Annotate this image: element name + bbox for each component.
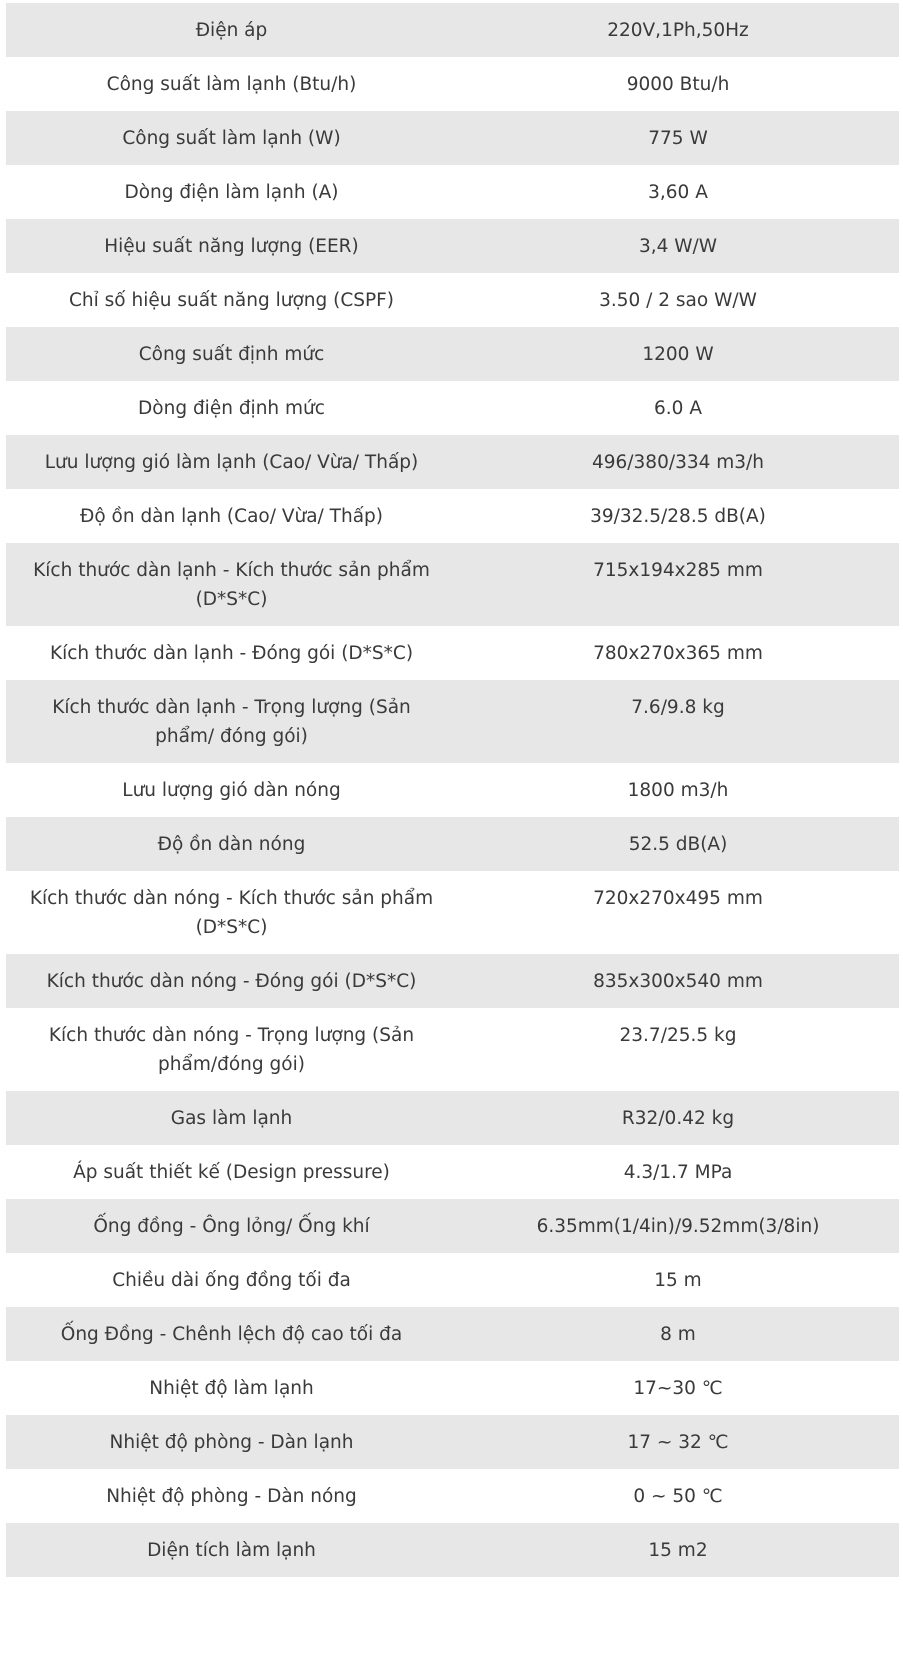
spec-value: 39/32.5/28.5 dB(A) [457, 489, 899, 543]
spec-label: Diện tích làm lạnh [6, 1523, 457, 1577]
spec-value: 835x300x540 mm [457, 954, 899, 1008]
spec-label: Dòng điện làm lạnh (A) [6, 165, 457, 219]
spec-value: 15 m2 [457, 1523, 899, 1577]
spec-value: 0 ~ 50 ℃ [457, 1469, 899, 1523]
spec-value: 17~30 ℃ [457, 1361, 899, 1415]
spec-value: 17 ~ 32 ℃ [457, 1415, 899, 1469]
spec-table [6, 3, 899, 1577]
spec-label: Chiều dài ống đồng tối đa [6, 1253, 457, 1307]
spec-row [6, 111, 899, 165]
spec-label: Kích thước dàn lạnh - Đóng gói (D*S*C) [6, 626, 457, 680]
spec-label: Ống Đồng - Chênh lệch độ cao tối đa [6, 1307, 457, 1361]
spec-label: Áp suất thiết kế (Design pressure) [6, 1145, 457, 1199]
spec-row [6, 1523, 899, 1577]
spec-label: Lưu lượng gió làm lạnh (Cao/ Vừa/ Thấp) [6, 435, 457, 489]
spec-value: 715x194x285 mm [457, 543, 899, 626]
spec-value: 7.6/9.8 kg [457, 680, 899, 763]
spec-label: Công suất làm lạnh (Btu/h) [6, 57, 457, 111]
spec-row [6, 1145, 899, 1199]
spec-row [6, 1415, 899, 1469]
spec-label: Điện áp [6, 3, 457, 57]
spec-value: 720x270x495 mm [457, 871, 899, 954]
spec-row [6, 1253, 899, 1307]
spec-label: Nhiệt độ phòng - Dàn nóng [6, 1469, 457, 1523]
spec-label: Kích thước dàn nóng - Trọng lượng (Sản phẩm/đóng gói) [6, 1008, 457, 1091]
spec-row [6, 57, 899, 111]
spec-value: 496/380/334 m3/h [457, 435, 899, 489]
spec-label: Công suất định mức [6, 327, 457, 381]
spec-value: 220V,1Ph,50Hz [457, 3, 899, 57]
spec-row [6, 381, 899, 435]
spec-value: 23.7/25.5 kg [457, 1008, 899, 1091]
spec-value: 52.5 dB(A) [457, 817, 899, 871]
spec-row [6, 327, 899, 381]
spec-value: 1800 m3/h [457, 763, 899, 817]
spec-value: 4.3/1.7 MPa [457, 1145, 899, 1199]
spec-row [6, 165, 899, 219]
spec-row [6, 435, 899, 489]
spec-value: 3.50 / 2 sao W/W [457, 273, 899, 327]
spec-label: Ống đồng - Ông lỏng/ Ống khí [6, 1199, 457, 1253]
spec-value: 775 W [457, 111, 899, 165]
spec-row [6, 1199, 899, 1253]
spec-value: 3,4 W/W [457, 219, 899, 273]
spec-label: Hiệu suất năng lượng (EER) [6, 219, 457, 273]
spec-value: 3,60 A [457, 165, 899, 219]
spec-value: 1200 W [457, 327, 899, 381]
spec-table-body [6, 3, 899, 1577]
spec-row [6, 219, 899, 273]
spec-label: Kích thước dàn lạnh - Trọng lượng (Sản phẩm/ đóng gói) [6, 680, 457, 763]
spec-row [6, 1091, 899, 1145]
spec-label: Nhiệt độ phòng - Dàn lạnh [6, 1415, 457, 1469]
spec-value: 6.35mm(1/4in)/9.52mm(3/8in) [457, 1199, 899, 1253]
spec-row [6, 543, 899, 626]
spec-label: Kích thước dàn lạnh - Kích thước sản phẩm (D*S*C) [6, 543, 457, 626]
spec-row [6, 626, 899, 680]
spec-row [6, 273, 899, 327]
spec-label: Gas làm lạnh [6, 1091, 457, 1145]
spec-value: 15 m [457, 1253, 899, 1307]
spec-row [6, 954, 899, 1008]
spec-value: 780x270x365 mm [457, 626, 899, 680]
spec-row [6, 489, 899, 543]
spec-label: Kích thước dàn nóng - Kích thước sản phẩm (D*S*C) [6, 871, 457, 954]
spec-row [6, 871, 899, 954]
spec-row [6, 3, 899, 57]
spec-row [6, 1469, 899, 1523]
spec-row [6, 680, 899, 763]
spec-value: R32/0.42 kg [457, 1091, 899, 1145]
spec-value: 6.0 A [457, 381, 899, 435]
spec-label: Công suất làm lạnh (W) [6, 111, 457, 165]
spec-label: Nhiệt độ làm lạnh [6, 1361, 457, 1415]
spec-label: Chỉ số hiệu suất năng lượng (CSPF) [6, 273, 457, 327]
spec-row [6, 1008, 899, 1091]
spec-row [6, 1361, 899, 1415]
spec-row [6, 817, 899, 871]
spec-label: Dòng điện định mức [6, 381, 457, 435]
spec-row [6, 1307, 899, 1361]
spec-row [6, 763, 899, 817]
spec-value: 8 m [457, 1307, 899, 1361]
spec-value: 9000 Btu/h [457, 57, 899, 111]
spec-label: Độ ồn dàn nóng [6, 817, 457, 871]
spec-label: Độ ồn dàn lạnh (Cao/ Vừa/ Thấp) [6, 489, 457, 543]
spec-label: Lưu lượng gió dàn nóng [6, 763, 457, 817]
spec-label: Kích thước dàn nóng - Đóng gói (D*S*C) [6, 954, 457, 1008]
